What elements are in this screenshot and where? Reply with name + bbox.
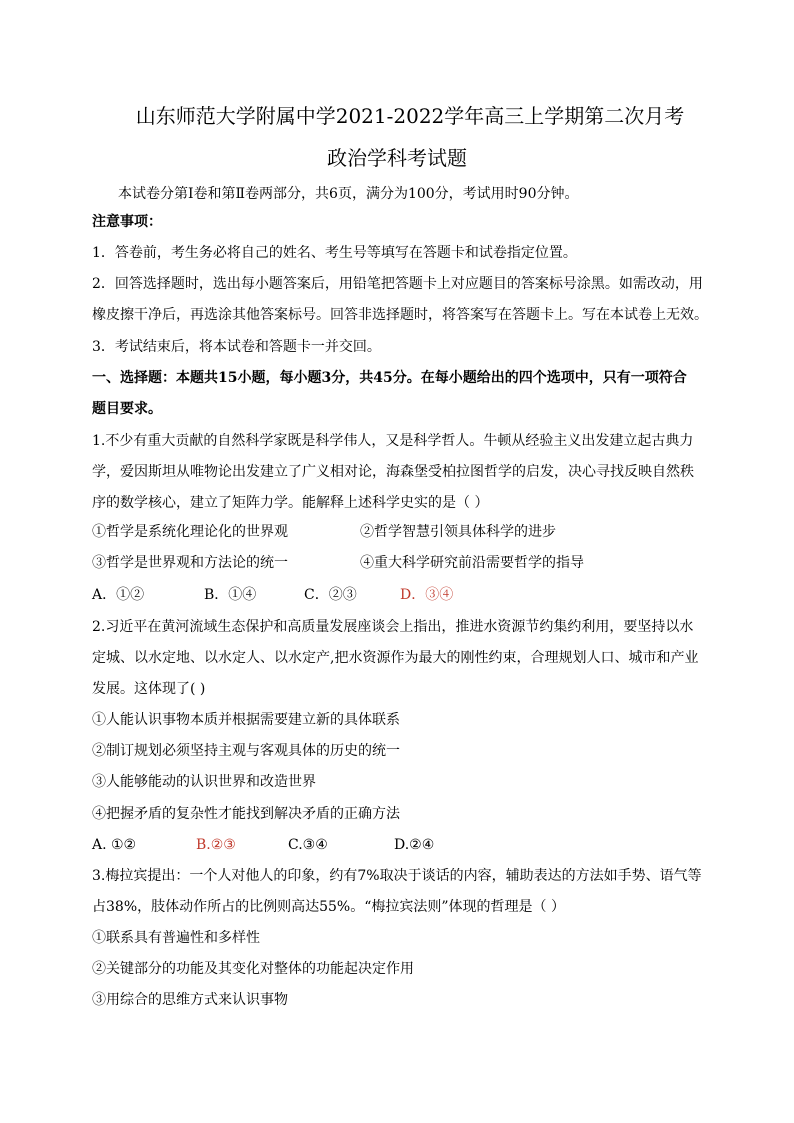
q1-stem-line-1: 1.不少有重大贡献的自然科学家既是科学伟人，又是科学哲人。牛顿从经验主义出发建立起古典力 [92, 433, 694, 449]
intro-text: 本试卷分第Ⅰ卷和第Ⅱ卷两部分，共6页，满分为100分，考试用时90分钟。 [118, 186, 579, 202]
q1-statement-1: ①哲学是系统化理论化的世界观 [92, 524, 288, 540]
q2-stem-line-3: 发展。这体现了( ) [92, 681, 206, 697]
q2-statement-3: ③人能够能动的认识世界和改造世界 [92, 774, 316, 790]
notice-heading: 注意事项： [92, 214, 162, 230]
q3-statement-3: ③用综合的思维方式来认识事物 [92, 992, 288, 1008]
notice-item-1: 1．答卷前，考生务必将自己的姓名、考生号等填写在答题卡和试卷指定位置。 [92, 245, 577, 261]
notice-item-3: 3．考试结束后，将本试卷和答题卡一并交回。 [92, 339, 381, 355]
q2-statement-2: ②制订规划必须坚持主观与客观具体的历史的统一 [92, 743, 400, 759]
q3-stem-line-1: 3.梅拉宾提出：一个人对他人的印象，约有7%取决于谈话的内容，辅助表达的方法如手势、语气等 [92, 868, 702, 884]
q2-statement-1: ①人能认识事物本质并根据需要建立新的具体联系 [92, 712, 400, 728]
q1-statement-4: ④重大科学研究前沿需要哲学的指导 [360, 555, 584, 571]
q3-statement-2: ②关键部分的功能及其变化对整体的功能起决定作用 [92, 961, 414, 977]
exam-subtitle: 政治学科考试题 [327, 146, 467, 170]
q3-stem-line-2: 占38%，肢体动作所占的比例则高达55%。“梅拉宾法则”体现的哲理是（ ） [92, 899, 565, 915]
exam-title: 山东师范大学附属中学2021-2022学年高三上学期第二次月考 [135, 104, 685, 128]
q1-option-c: C．②③ [304, 587, 357, 603]
q1-stem-line-3: 序的数学核心，建立了矩阵力学。能解释上述科学史实的是（ ） [92, 495, 489, 511]
q2-option-c: C.③④ [288, 837, 328, 853]
q2-option-b: B.②③ [196, 837, 236, 853]
q2-statement-4: ④把握矛盾的复杂性才能找到解决矛盾的正确方法 [92, 806, 400, 822]
q1-option-b: B．①④ [204, 587, 257, 603]
q1-statement-3: ③哲学是世界观和方法论的统一 [92, 555, 288, 571]
notice-item-2-line-1: 2．回答选择题时，选出每小题答案后，用铅笔把答题卡上对应题目的答案标号涂黑。如需改动，用 [92, 276, 703, 292]
q3-statement-1: ①联系具有普遍性和多样性 [92, 930, 260, 946]
q1-option-d: D．③④ [400, 587, 454, 603]
notice-item-2-line-2: 橡皮擦干净后，再选涂其他答案标号。回答非选择题时，将答案写在答题卡上。写在本试卷上无效。 [92, 307, 708, 323]
q1-option-a: A．①② [92, 587, 145, 603]
q2-stem-line-2: 定城、以水定地、以水定人、以水定产,把水资源作为最大的刚性约束，合理规划人口、城市和产业 [92, 650, 699, 666]
q1-stem-line-2: 学，爱因斯坦从唯物论出发建立了广义相对论，海森堡受柏拉图哲学的启发，决心寻找反映自然秩 [92, 464, 694, 480]
section-heading-line-1: 一、选择题：本题共15小题，每小题3分，共45分。在每小题给出的四个选项中，只有一项符合 [92, 370, 687, 386]
q2-stem-line-1: 2.习近平在黄河流域生态保护和高质量发展座谈会上指出，推进水资源节约集约利用，要坚持以水 [92, 619, 694, 635]
q2-option-a: A. ①② [92, 837, 137, 853]
section-heading-line-2: 题目要求。 [92, 401, 162, 417]
q2-option-d: D.②④ [394, 837, 435, 853]
q1-statement-2: ②哲学智慧引领具体科学的进步 [360, 524, 556, 540]
